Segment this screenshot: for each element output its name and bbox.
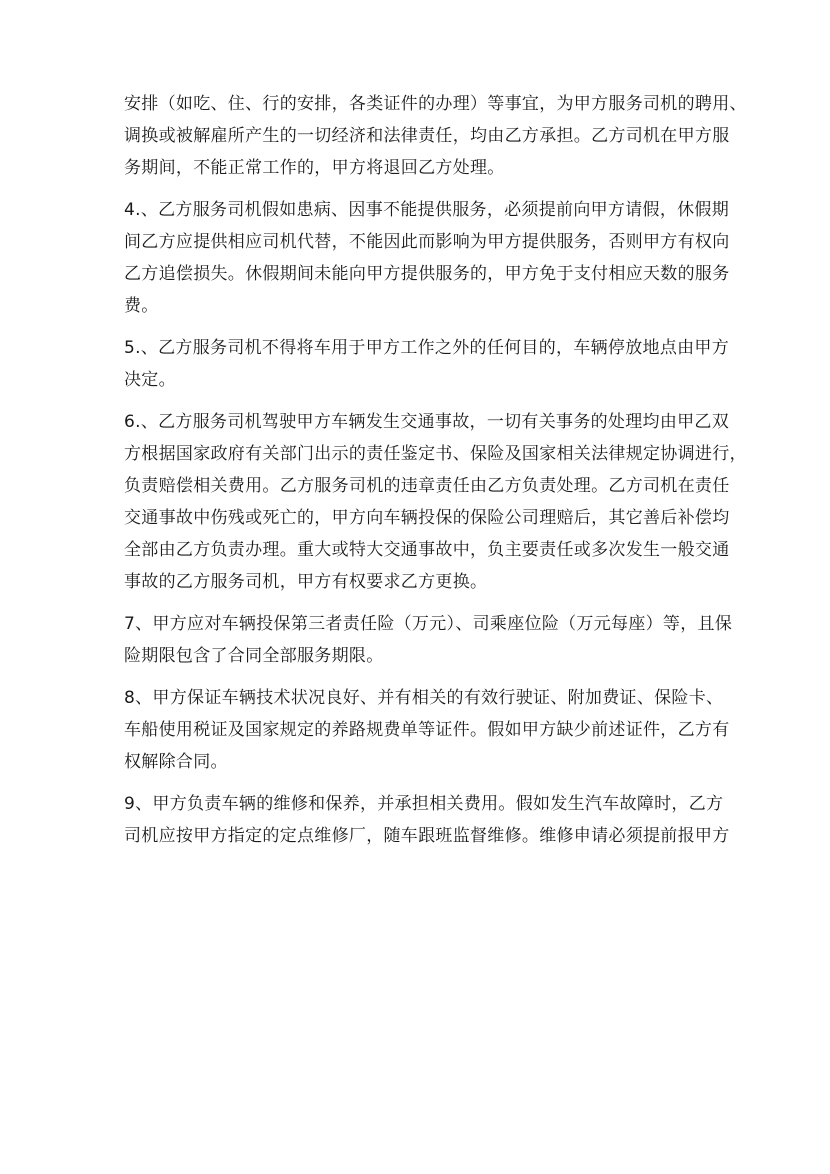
text-line: 方根据国家政府有关部门出示的责任鉴定书、保险及国家相关法律规定协调进行，: [124, 444, 747, 464]
text-line: 7、甲方应对车辆投保第三者责任险（万元）、司乘座位险（万元每座）等，且保: [124, 614, 733, 634]
text-line: 车船使用税证及国家规定的养路规费单等证件。假如甲方缺少前述证件，乙方有: [124, 720, 730, 740]
text-line: 险期限包含了合同全部服务期限。: [124, 646, 384, 666]
clause-9: [124, 788, 730, 852]
text-line: 费。: [124, 296, 159, 316]
text-line: 交通事故中伤残或死亡的，甲方向车辆投保的保险公司理赔后，其它善后补偿均: [124, 508, 730, 528]
text-line: 8、甲方保证车辆技术状况良好、并有相关的有效行驶证、附加费证、保险卡、: [124, 688, 724, 708]
text-line: 司机应按甲方指定的定点维修厂，随车跟班监督维修。维修申请必须提前报甲方: [124, 826, 730, 846]
text-line: 5.、乙方服务司机不得将车用于甲方工作之外的任何目的，车辆停放地点由甲方: [124, 338, 730, 358]
text-line: 4.、乙方服务司机假如患病、因事不能提供服务，必须提前向甲方请假，休假期: [124, 200, 730, 220]
text-line: 事故的乙方服务司机，甲方有权要求乙方更换。: [124, 572, 488, 592]
text-line: 负责赔偿相关费用。乙方服务司机的违章责任由乙方负责处理。乙方司机在责任: [124, 476, 730, 496]
clause-4: [124, 194, 730, 322]
text-line: 决定。: [124, 370, 176, 390]
text-line: 乙方追偿损失。休假期间未能向甲方提供服务的，甲方免于支付相应天数的服务: [124, 264, 730, 284]
text-line: 9、甲方负责车辆的维修和保养，并承担相关费用。假如发生汽车故障时，乙方: [124, 794, 724, 814]
clause-7: [124, 608, 733, 672]
clause-5: [124, 332, 730, 396]
clause-8: [124, 682, 730, 778]
text-line: 间乙方应提供相应司机代替，不能因此而影响为甲方提供服务，否则甲方有权向: [124, 232, 730, 252]
clause-6: [124, 406, 747, 598]
text-line: 安排（如吃、住、行的安排，各类证件的办理）等事宜，为甲方服务司机的聘用、: [124, 94, 747, 114]
paragraph-continued: [124, 88, 747, 184]
text-line: 务期间，不能正常工作的，甲方将退回乙方处理。: [124, 158, 505, 178]
text-line: 调换或被解雇所产生的一切经济和法律责任，均由乙方承担。乙方司机在甲方服: [124, 126, 730, 146]
text-line: 权解除合同。: [124, 752, 228, 772]
document-body: [124, 88, 747, 862]
text-line: 全部由乙方负责办理。重大或特大交通事故中，负主要责任或多次发生一般交通: [124, 540, 730, 560]
text-line: 6.、乙方服务司机驾驶甲方车辆发生交通事故，一切有关事务的处理均由甲乙双: [124, 412, 730, 432]
